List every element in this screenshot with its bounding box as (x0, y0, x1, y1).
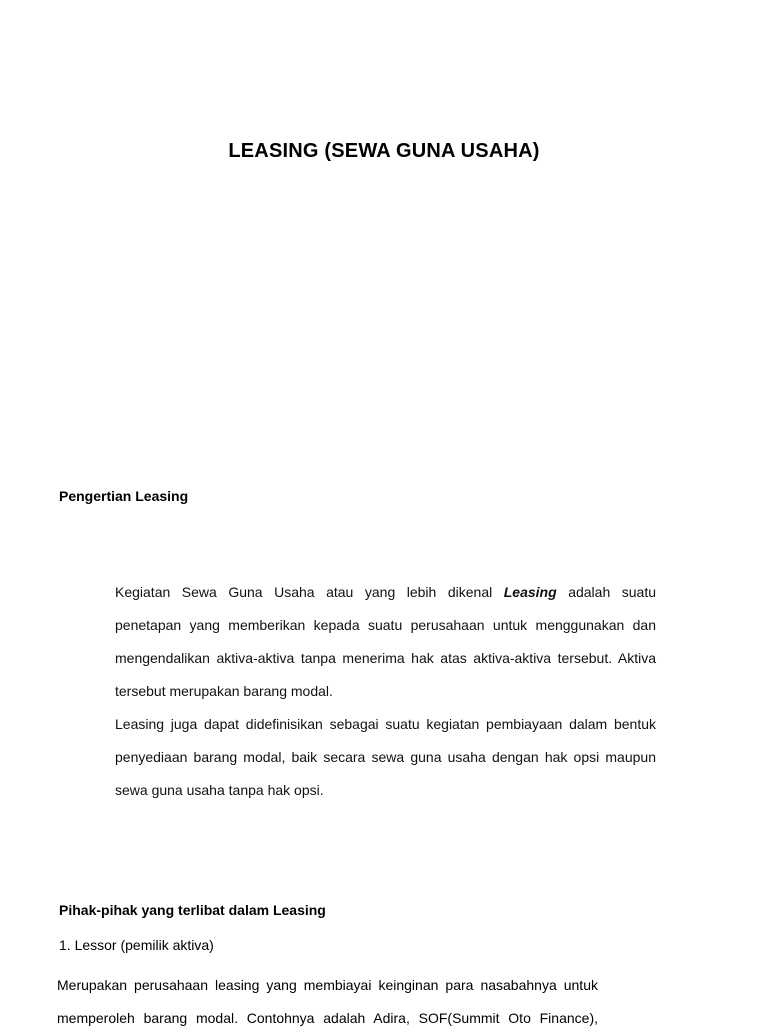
list-item-lessor: 1. Lessor (pemilik aktiva) (59, 937, 214, 953)
paragraph-text: Kegiatan Sewa Guna Usaha atau yang lebih dikenal (115, 584, 493, 600)
paragraph-line (115, 576, 656, 609)
paragraph-line: Leasing juga dapat didefinisikan sebagai suatu kegiatan pembiayaan dalam bentuk (115, 716, 656, 732)
paragraph-line: mengendalikan aktiva-aktiva tanpa menerima hak atas aktiva-aktiva tersebut. Aktiva (115, 650, 656, 666)
paragraph-line: memperoleh barang modal. Contohnya adalah Adira, SOF(Summit Oto Finance), (57, 1010, 598, 1026)
document-title: LEASING (SEWA GUNA USAHA) (228, 140, 540, 162)
paragraph-line: Merupakan perusahaan leasing yang membiayai keinginan para nasabahnya untuk (57, 977, 598, 993)
paragraph-line: penyediaan barang modal, baik secara sewa guna usaha dengan hak opsi maupun (115, 749, 656, 765)
section-heading-pengertian: Pengertian Leasing (59, 488, 189, 504)
paragraph-line: penetapan yang memberikan kepada suatu perusahaan untuk menggunakan dan (115, 617, 656, 633)
section-heading-pihak: Pihak-pihak yang terlibat dalam Leasing (59, 902, 326, 918)
paragraph-line: tersebut merupakan barang modal. (115, 683, 333, 699)
emphasis-leasing: Leasing (503, 584, 557, 600)
paragraph-pengertian (115, 576, 656, 807)
paragraph-text: adalah suatu (568, 584, 656, 600)
paragraph-line: sewa guna usaha tanpa hak opsi. (115, 782, 324, 798)
paragraph-lessor (57, 969, 598, 1035)
